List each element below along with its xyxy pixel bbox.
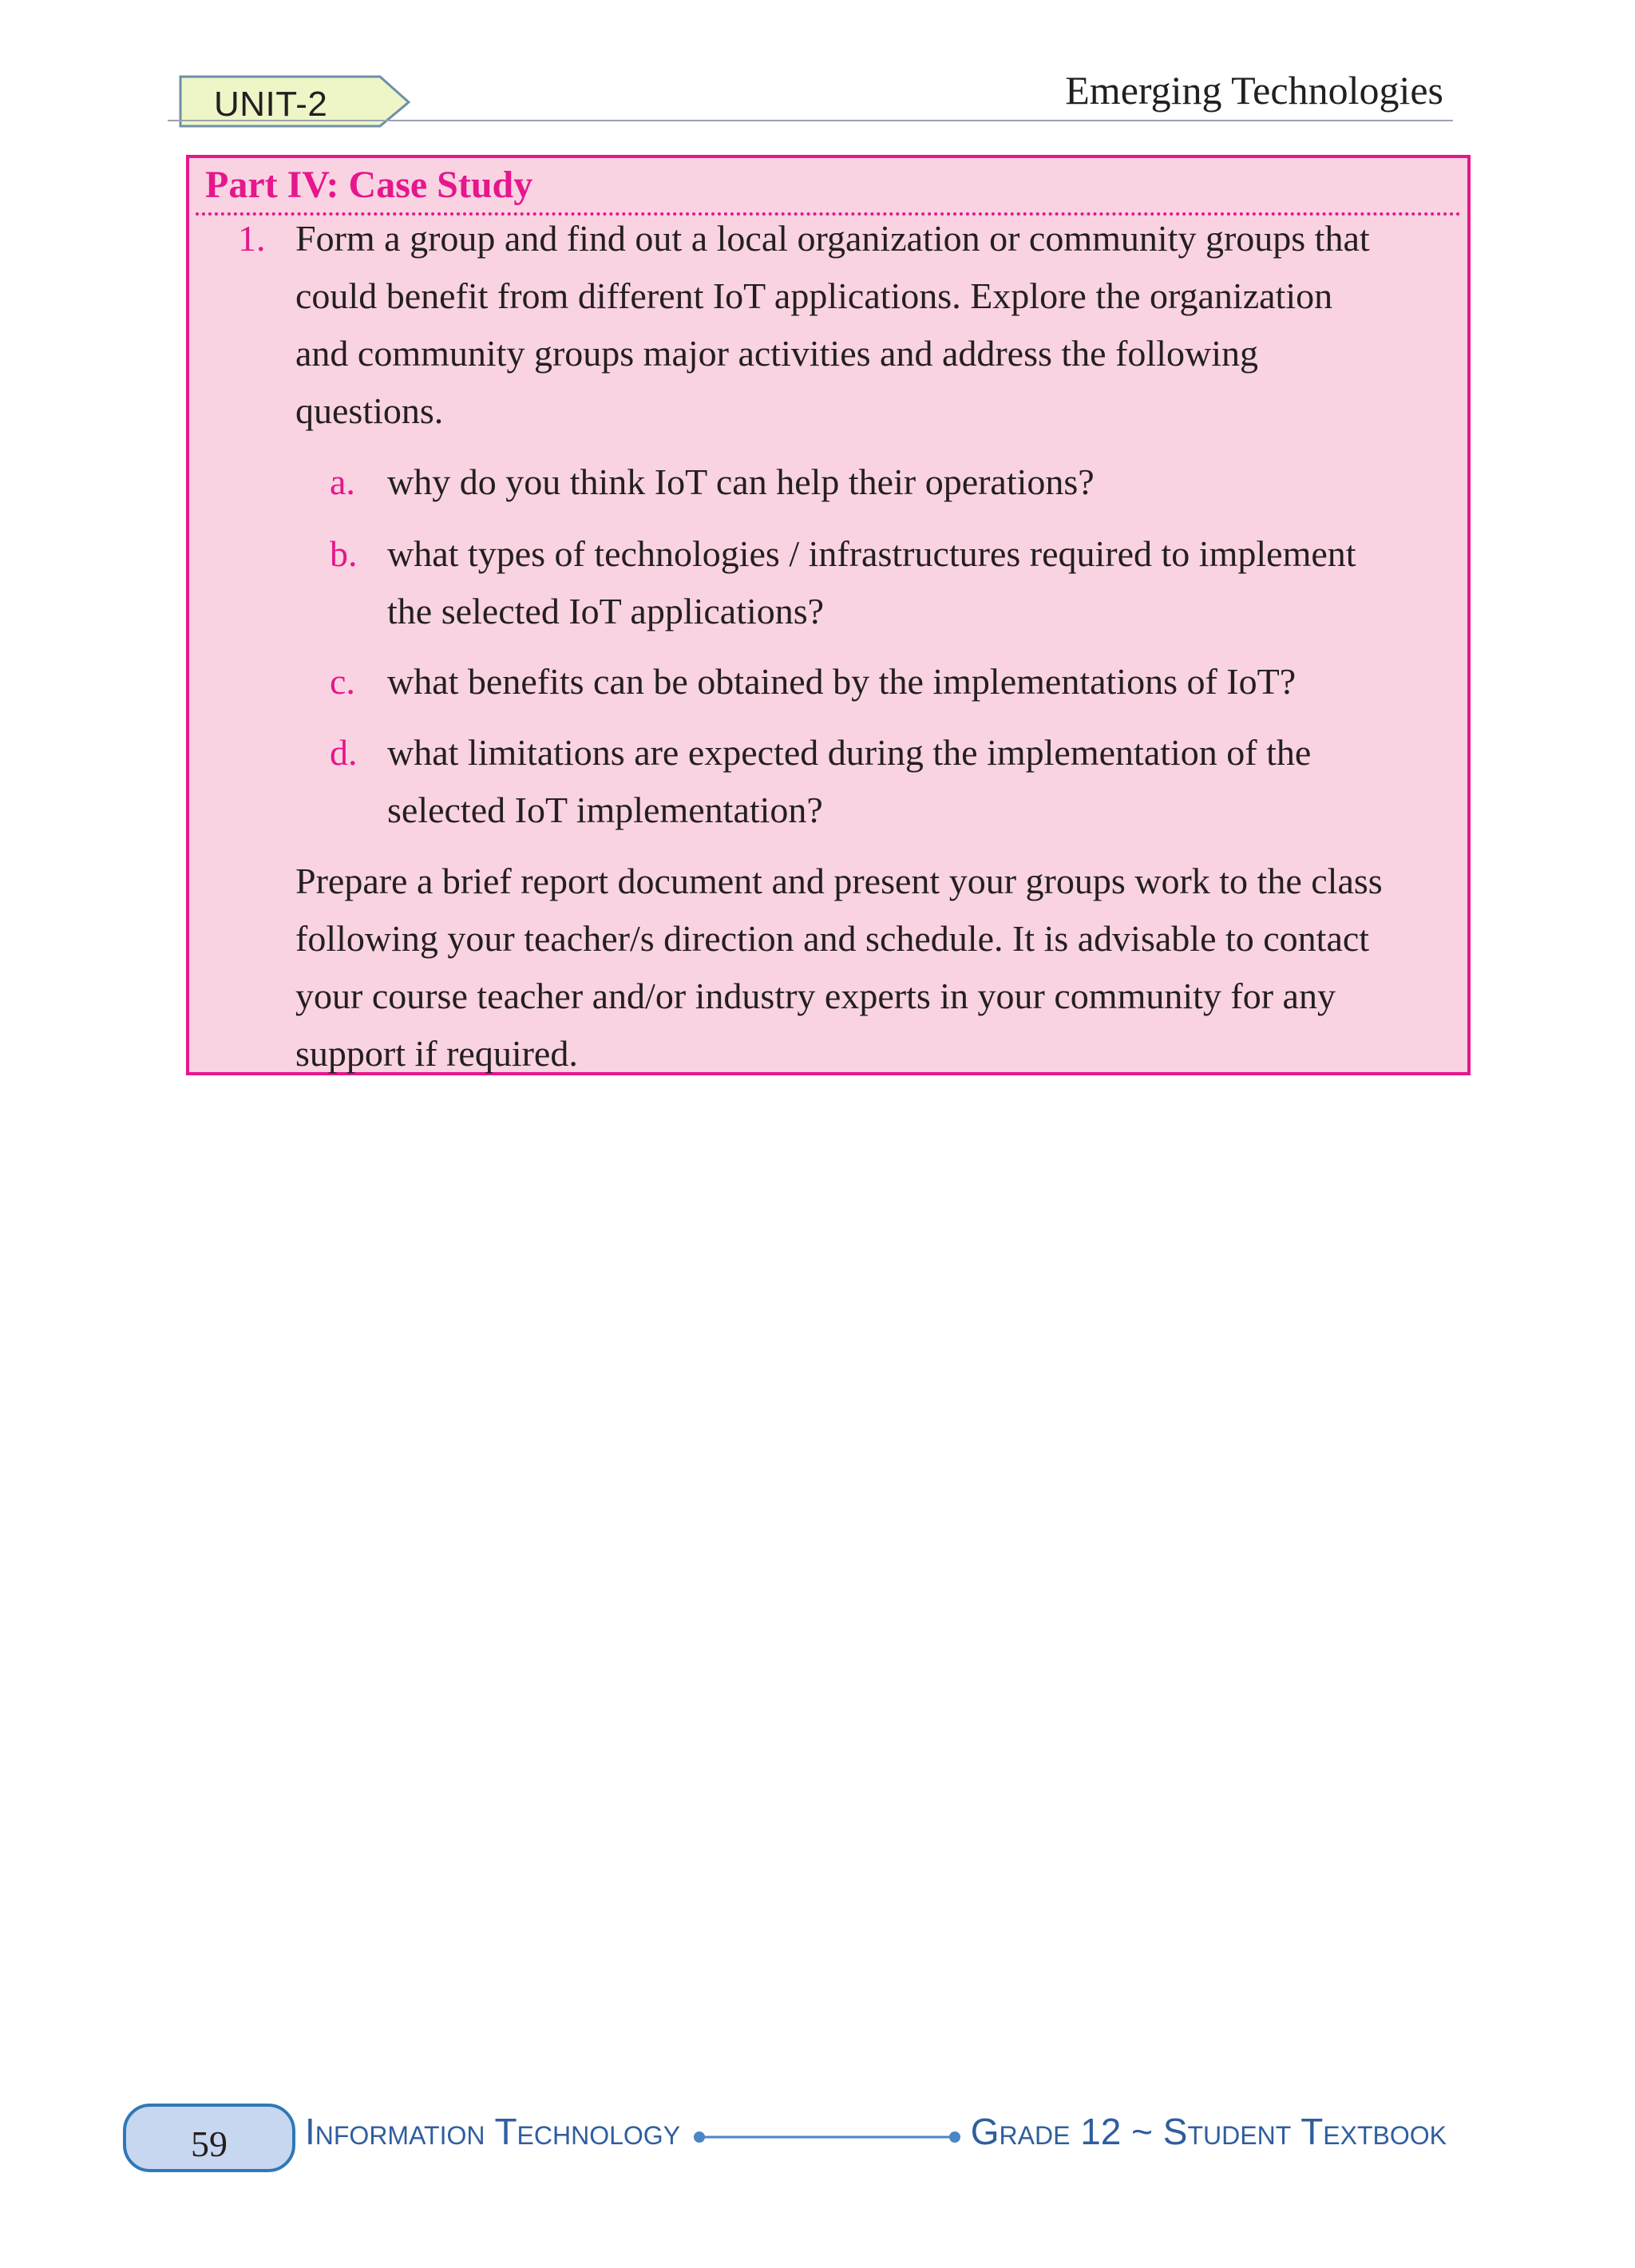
closing-line: Prepare a brief report document and present your groups work to the class bbox=[295, 861, 1383, 901]
page-number: 59 bbox=[191, 2124, 228, 2164]
closing-line: support if required. bbox=[295, 1033, 578, 1074]
intro-line: and community groups major activities and address the following bbox=[295, 333, 1258, 374]
intro-line: could benefit from different IoT applications. Explore the organization bbox=[295, 275, 1333, 316]
subitem-line: what types of technologies / infrastructures required to implement bbox=[387, 533, 1356, 574]
subitem-marker: b. bbox=[330, 533, 358, 574]
intro-line: questions. bbox=[295, 390, 444, 431]
subitem-line: why do you think IoT can help their operations? bbox=[387, 461, 1095, 502]
footer-grade: Grade 12 ~ Student Textbook bbox=[970, 2111, 1447, 2152]
chapter-title: Emerging Technologies bbox=[1065, 68, 1443, 113]
subitem-line: what limitations are expected during the implementation of the bbox=[387, 732, 1312, 773]
intro-line: Form a group and find out a local organization or community groups that bbox=[295, 218, 1370, 259]
unit-label: UNIT-2 bbox=[214, 85, 328, 124]
subitem-line: what benefits can be obtained by the implementations of IoT? bbox=[387, 661, 1297, 702]
closing-line: following your teacher/s direction and schedule. It is advisable to contact bbox=[295, 918, 1370, 959]
case-study-box bbox=[186, 155, 1471, 1075]
subitem-marker: a. bbox=[330, 461, 355, 502]
case-study-dotted-divider bbox=[196, 212, 1461, 216]
header-divider bbox=[168, 120, 1453, 121]
footer-subject: Information Technology bbox=[305, 2111, 681, 2152]
page-number-badge bbox=[123, 2104, 295, 2172]
footer-connector-line bbox=[693, 2129, 961, 2145]
subitem-line: the selected IoT applications? bbox=[387, 591, 825, 631]
item-number: 1. bbox=[238, 218, 266, 259]
subitem-line: selected IoT implementation? bbox=[387, 790, 823, 830]
case-study-title: Part IV: Case Study bbox=[205, 164, 533, 206]
closing-line: your course teacher and/or industry experts in your community for any bbox=[295, 976, 1336, 1016]
subitem-marker: d. bbox=[330, 732, 358, 773]
subitem-marker: c. bbox=[330, 661, 355, 702]
